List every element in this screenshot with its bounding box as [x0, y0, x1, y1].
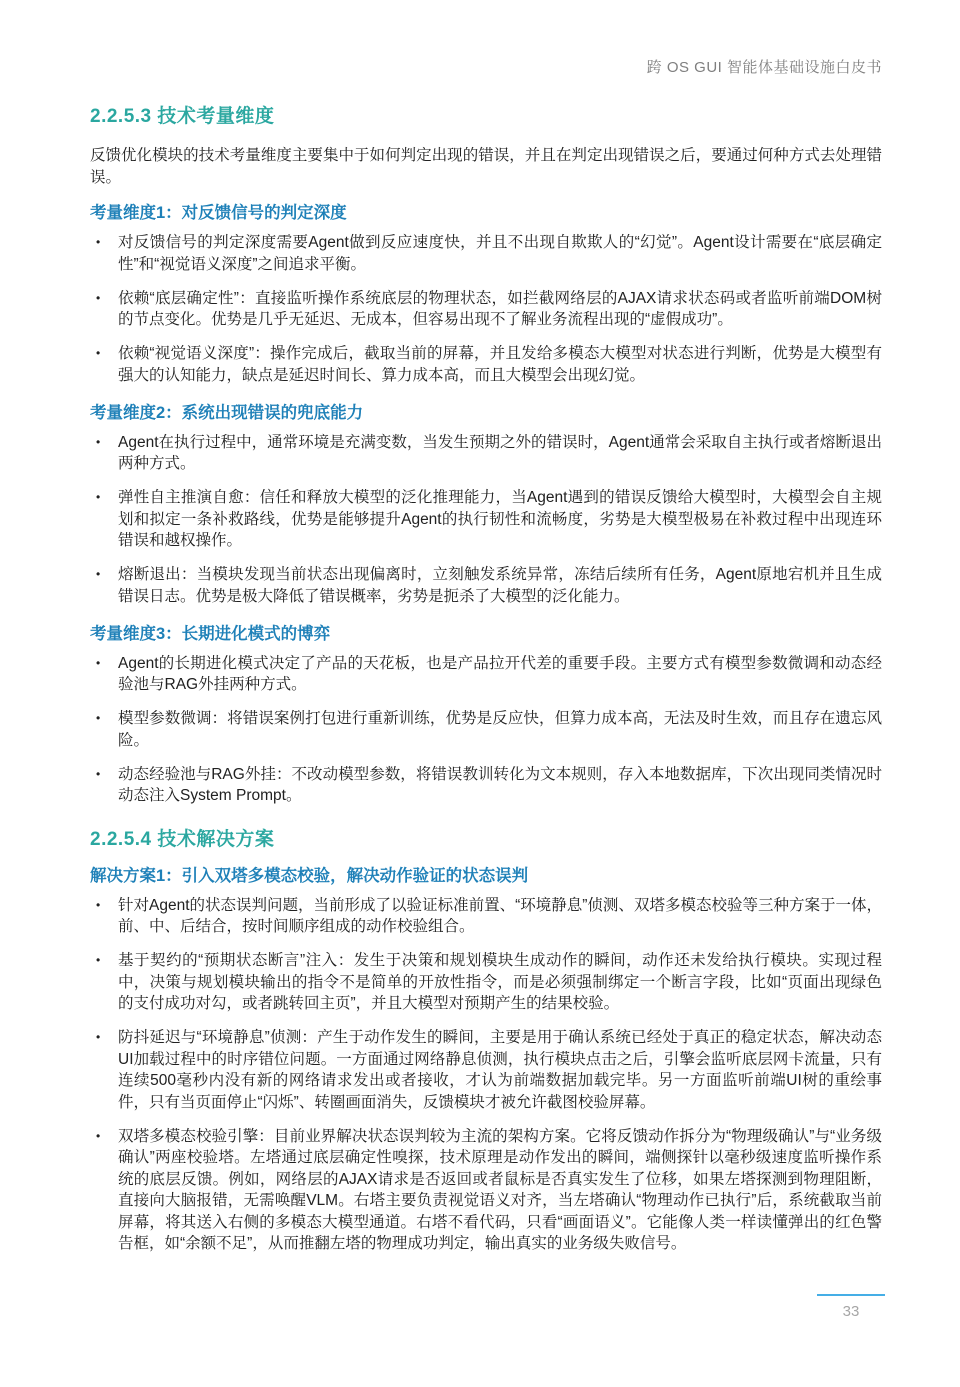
bullet-list: [90, 653, 882, 807]
bullet-list: [90, 895, 882, 1255]
bullet-item: • 基于契约的“预期状态断言”注入：发生于决策和规划模块生成动作的瞬间，动作还未发给执行模块。实现过程中，决策与规划模块输出的指令不是简单的开放性指令，而是必须强制绑定一个断言字段，比如“页面出现绿色的支付成功对勾，或者跳转回主页”，并且大模型对预期产生的结果校验。: [90, 950, 882, 1015]
section-intro-paragraph: 反馈优化模块的技术考量维度主要集中于如何判定出现的错误，并且在判定出现错误之后，要通过何种方式去处理错误。: [90, 147, 882, 186]
bullet-item: • 动态经验池与RAG外挂：不改动模型参数，将错误教训转化为文本规则，存入本地数据库，下次出现同类情况时动态注入System Prompt。: [90, 764, 882, 807]
page-footer: [817, 1294, 885, 1320]
bullet-item: • 依赖“视觉语义深度”：操作完成后，截取当前的屏幕，并且发给多模态大模型对状态进行判断，优势是大模型有强大的认知能力，缺点是延迟时间长、算力成本高，而且大模型会出现幻觉。: [90, 343, 882, 386]
page-number: 33: [842, 1303, 860, 1320]
section-2-2-5-4: [90, 824, 882, 1255]
section-heading: 2.2.5.3 技术考量维度: [90, 106, 275, 127]
section-2-2-5-3: [90, 101, 882, 807]
bullet-item: • 模型参数微调：将错误案例打包进行重新训练，优势是反应快，但算力成本高，无法及时生效，而且存在遗忘风险。: [90, 708, 882, 751]
subsection-heading-dimension-2: 考量维度2：系统出现错误的兜底能力: [90, 403, 364, 422]
subsection-heading-dimension-3: 考量维度3：长期进化模式的博弈: [90, 624, 331, 643]
page-content: [90, 56, 882, 1267]
bullet-item: • 双塔多模态校验引擎：目前业界解决状态误判较为主流的架构方案。它将反馈动作拆分为“物理级确认”与“业务级确认”两座校验塔。左塔通过底层确定性嗅探，技术原理是动作发出的瞬间，端侧探针以毫秒级速度监听操作系统的底层反馈。例如，网络层的AJAX请求是否返回或者鼠标是否真实发生了位移，如果左塔探测到物理阻断，直接向大脑报错，无需唤醒VLM。右塔主要负责视觉语义对齐，当左塔确认“物理动作已执行”后，系统截取当前屏幕，将其送入右侧的多模态大模型通道。右塔不看代码，只看“画面语义”。它能像人类一样读懂弹出的红色警告框，如“余额不足”，从而推翻左塔的物理成功判定，输出真实的业务级失败信号。: [90, 1126, 882, 1255]
subsection-heading-solution-1: 解决方案1：引入双塔多模态校验，解决动作验证的状态误判: [90, 866, 529, 885]
bullet-item: • 弹性自主推演自愈：信任和释放大模型的泛化推理能力，当Agent遇到的错误反馈给大模型时，大模型会自主规划和拟定一条补救路线，优势是能够提升Agent的执行韧性和流畅度，劣势是大模型极易在补救过程中出现连环错误和越权操作。: [90, 487, 882, 552]
subsection-heading-dimension-1: 考量维度1：对反馈信号的判定深度: [90, 204, 347, 222]
footer-divider: [817, 1294, 885, 1296]
bullet-list: [90, 432, 882, 608]
bullet-item: • 针对Agent的状态误判问题，当前形成了以验证标准前置、“环境静息”侦测、双塔多模态校验等三种方案于一体，前、中、后结合，按时间顺序组成的动作校验组合。: [90, 895, 882, 938]
bullet-list: [90, 232, 882, 386]
bullet-item: • 对反馈信号的判定深度需要Agent做到反应速度快，并且不出现自欺欺人的“幻觉”。Agent设计需要在“底层确定性”和“视觉语义深度”之间追求平衡。: [90, 232, 882, 275]
bullet-item: • 熔断退出：当模块发现当前状态出现偏离时，立刻触发系统异常，冻结后续所有任务，Agent原地宕机并且生成错误日志。优势是极大降低了错误概率，劣势是扼杀了大模型的泛化能力。: [90, 564, 882, 607]
bullet-item: • 依赖“底层确定性”：直接监听操作系统底层的物理状态，如拦截网络层的AJAX请求状态码或者监听前端DOM树的节点变化。优势是几乎无延迟、无成本，但容易出现不了解业务流程出现的“虚假成功”。: [90, 288, 882, 331]
document-header-title: 跨 OS GUI 智能体基础设施白皮书: [646, 59, 882, 76]
section-heading: 2.2.5.4 技术解决方案: [90, 828, 275, 850]
bullet-item: • Agent在执行过程中，通常环境是充满变数，当发生预期之外的错误时，Agent通常会采取自主执行或者熔断退出两种方式。: [90, 432, 882, 475]
bullet-item: • Agent的长期进化模式决定了产品的天花板，也是产品拉开代差的重要手段。主要方式有模型参数微调和动态经验池与RAG外挂两种方式。: [90, 653, 882, 696]
bullet-item: • 防抖延迟与“环境静息”侦测：产生于动作发生的瞬间，主要是用于确认系统已经处于真正的稳定状态，解决动态UI加载过程中的时序错位问题。一方面通过网络静息侦测，执行模块点击之后，引擎会监听底层网卡流量，只有连续500毫秒内没有新的网络请求发出或者接收，才认为前端数据加载完毕。另一方面监听前端UI树的重绘事件，只有当页面停止“闪烁”、转圈画面消失，反馈模块才被允许截图校验屏幕。: [90, 1027, 882, 1113]
